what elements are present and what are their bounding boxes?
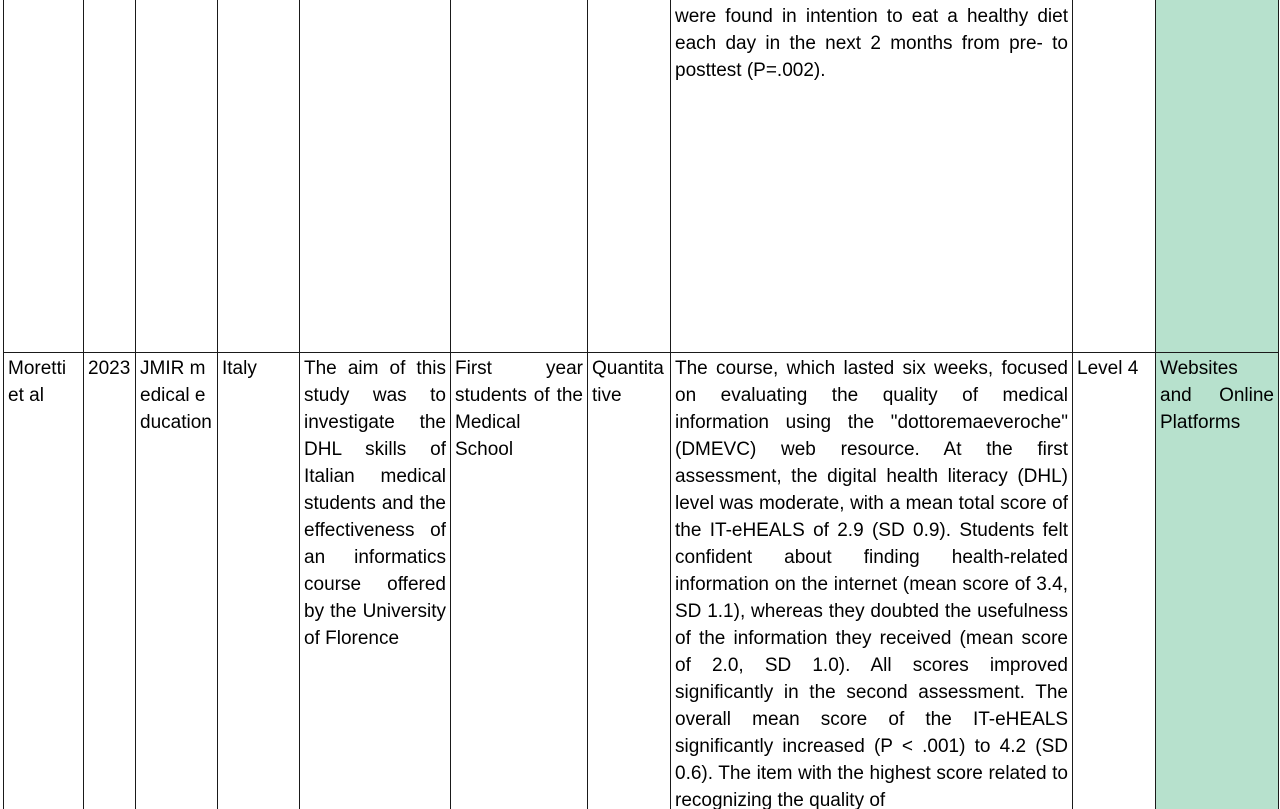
cell-results-prev xyxy=(671,0,1073,353)
cell-journal xyxy=(136,353,218,809)
cell-country xyxy=(218,353,300,809)
category-text: Websites and Online Platforms xyxy=(1160,358,1274,433)
results-text: The course, which lasted six weeks, focused on evaluating the quality of medical information using the "dottoremaeveroche" (DMEVC) web resource. At the first assessment, the digital health literacy (DHL) level was moderate, with a mean total score of the IT-eHEALS of 2.9 (SD 0.9). Students felt confident about finding health-related information on the internet (mean score of 3.4, SD 1.1), whereas they doubted the usefulness of the information they received (mean score of 2.0, SD 1.0). All scores improved significantly in the second assessment. The overall mean score of the IT-eHEALS significantly increased (P < .001) to 4.2 (SD 0.6). The item with the highest score related to recognizing the quality of xyxy=(675,358,1068,809)
cell-country-prev xyxy=(218,0,300,353)
year-text: 2023 xyxy=(88,358,131,379)
literature-review-table xyxy=(3,0,1279,809)
level-text: Level 4 xyxy=(1077,358,1139,379)
cell-author xyxy=(4,353,84,809)
journal-text: JMIR medical education xyxy=(140,358,212,433)
cell-journal-prev xyxy=(136,0,218,353)
cell-design xyxy=(588,353,671,809)
design-text: Quantitative xyxy=(592,358,664,406)
results-text-prev: were found in intention to eat a healthy diet each day in the next 2 months from pre- to posttest (P=.002). xyxy=(675,6,1068,81)
cell-population-prev xyxy=(451,0,588,353)
cell-category xyxy=(1156,353,1279,809)
cell-level-prev xyxy=(1073,0,1156,353)
cell-level xyxy=(1073,353,1156,809)
table-row-previous xyxy=(4,0,1279,353)
cell-category-prev xyxy=(1156,0,1279,353)
cell-year xyxy=(84,353,136,809)
cell-population xyxy=(451,353,588,809)
table-row xyxy=(4,353,1279,809)
country-text: Italy xyxy=(222,358,257,379)
author-text: Moretti et al xyxy=(8,358,67,406)
population-text: First year students of the Medical School xyxy=(455,358,583,460)
cell-design-prev xyxy=(588,0,671,353)
cell-aim xyxy=(300,353,451,809)
cell-year-prev xyxy=(84,0,136,353)
cell-results xyxy=(671,353,1073,809)
cell-author-prev xyxy=(4,0,84,353)
cell-aim-prev xyxy=(300,0,451,353)
aim-text: The aim of this study was to investigate the DHL skills of Italian medical students and the effectiveness of an informatics course offered by the University of Florence xyxy=(304,358,446,649)
